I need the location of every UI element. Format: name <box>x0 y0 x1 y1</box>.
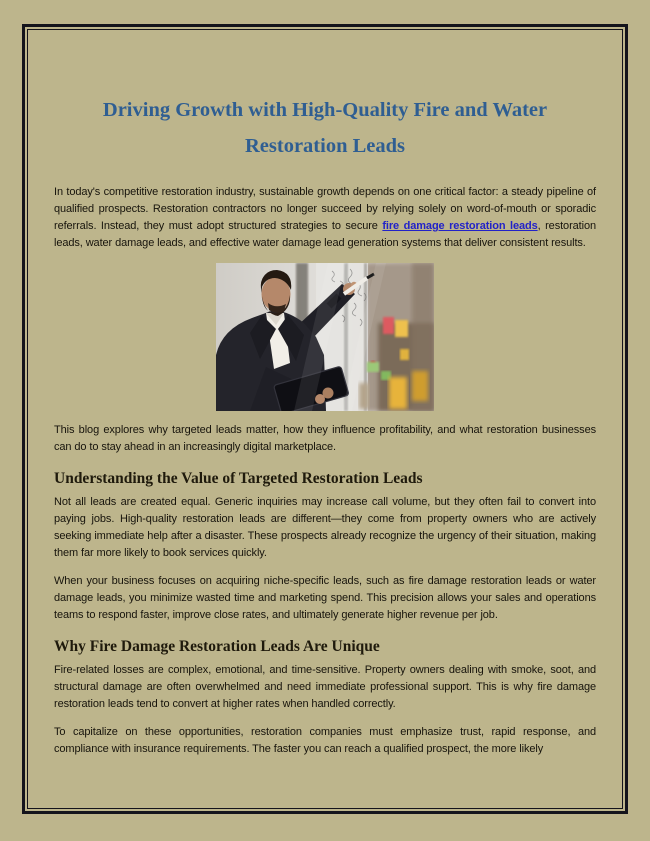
document-content <box>28 30 622 808</box>
section-1-paragraph-1: Not all leads are created equal. Generic inquiries may increase call volume, but they often fail to convert into paying jobs. High-quality restoration leads are different—they come from property owners who are actively seeking immediate help after a disaster. These prospects already recognize the urgency of their situation, making them far more likely to book services quickly. <box>54 496 596 559</box>
intro-text-before-link: In today's competitive restoration industry, sustainable growth depends on one critical factor: a steady pipeline of qualified prospects. Restoration contractors no longer succeed by relying solely on word-of-mouth or sporadic referrals. Instead, they must adopt structured strategies to secure <box>54 186 596 232</box>
document-title <box>54 92 596 164</box>
lead-paragraph: This blog explores why targeted leads matter, how they influence profitability, and what restoration businesses can do to stay ahead in an increasingly digital marketplace. <box>54 424 596 453</box>
section-1-paragraph-2: When your business focuses on acquiring niche-specific leads, such as fire damage restoration leads or water damage leads, you minimize wasted time and marketing spend. This precision allows your sales and operations teams to respond faster, improve close rates, and ultimately generate higher revenue per job. <box>54 575 596 621</box>
title-line-1: Driving Growth with High-Quality Fire and Water <box>102 99 548 121</box>
section-heading-understanding-value: Understanding the Value of Targeted Restoration Leads <box>54 470 423 487</box>
section-2-paragraph-2: To capitalize on these opportunities, restoration companies must emphasize trust, rapid response, and compliance with insurance requirements. The faster you can reach a qualified prospect, the more likely <box>54 726 596 755</box>
section-heading-why-fire-leads-unique: Why Fire Damage Restoration Leads Are Unique <box>54 638 380 655</box>
page-border <box>22 24 628 814</box>
intro-paragraph <box>54 184 596 252</box>
fire-damage-restoration-leads-link[interactable]: fire damage restoration leads <box>382 220 538 232</box>
section-2-paragraph-1: Fire-related losses are complex, emotional, and time-sensitive. Property owners dealing with smoke, soot, and structural damage are often overwhelmed and need immediate professional support. This is why fire damage restoration leads tend to convert at higher rates when handled correctly. <box>54 664 596 710</box>
intro-text-after-link: , restoration leads, water damage leads, and effective water damage lead generation systems that deliver consistent results. <box>54 220 596 249</box>
title-line-2: Restoration Leads <box>244 135 405 157</box>
photo-man-writing-on-glass-board <box>216 263 434 411</box>
